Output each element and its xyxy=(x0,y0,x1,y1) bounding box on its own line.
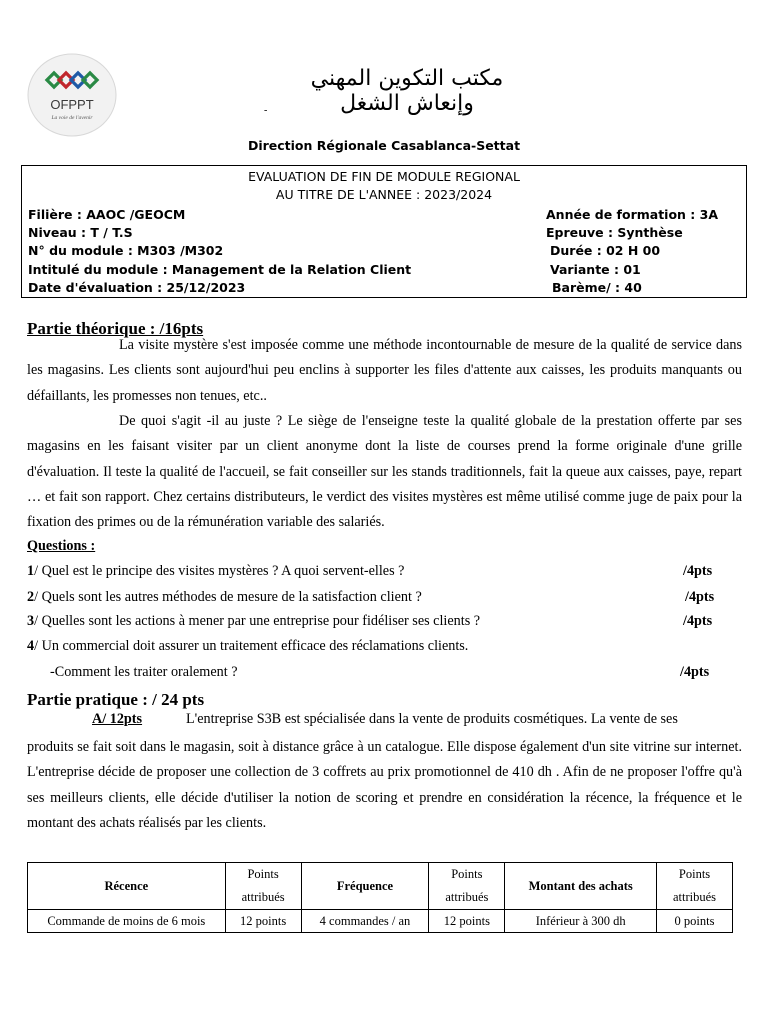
exam-title: EVALUATION DE FIN DE MODULE REGIONAL xyxy=(248,169,520,184)
module-number: N° du module : M303 /M302 xyxy=(28,243,224,258)
theory-paragraph-2: De quoi s'agit -il au juste ? Le siège de l'enseigne teste la qualité globale de la prestation offerte par ses magasins en les faisant visiter par un client anonyme dont la liste de courses prend la forme originale d'une grille d'évaluation. Il teste la qualité de l'accueil, se fait conseiller sur les stands traditionnels, fait la queue aux caisses, paye, repart … et fait son rapport. Chez certains distributeurs, le verdict des visites mystères est même utilisé comme juge de paix pour la fixation des primes ou de la rémunération variable des salariés. xyxy=(27,413,742,531)
table-row xyxy=(28,910,733,933)
cell-montant: Inférieur à 300 dh xyxy=(505,910,657,933)
niveau: Niveau : T / T.S xyxy=(28,225,133,240)
question-4: 4/ Un commercial doit assurer un traitement efficace des réclamations clients. xyxy=(27,638,469,654)
ofppt-logo xyxy=(27,53,117,137)
exam-year: AU TITRE DE L'ANNEE : 2023/2024 xyxy=(275,187,493,202)
cell-points-2: 12 points xyxy=(429,910,505,933)
header-points-2: Points attribués xyxy=(429,863,505,910)
svg-text:La voie de l'avenir: La voie de l'avenir xyxy=(51,115,93,121)
header-points-3: Points attribués xyxy=(657,863,733,910)
scoring-table xyxy=(27,862,733,933)
question-4-points: /4pts xyxy=(680,664,710,680)
table-header-row xyxy=(28,863,733,910)
question-2: 2/ Quels sont les autres méthodes de mesure de la satisfaction client ? xyxy=(27,589,422,605)
question-1: 1/ Quel est le principe des visites mystères ? A quoi servent-elles ? xyxy=(27,563,405,579)
ofppt-logo-icon xyxy=(27,53,117,137)
cell-recence: Commande de moins de 6 mois xyxy=(28,910,226,933)
module-title: Intitulé du module : Management de la Relation Client xyxy=(28,262,412,277)
duration: Durée : 02 H 00 xyxy=(550,243,661,258)
practice-section-a: A/ 12pts xyxy=(92,711,143,727)
regional-direction: Direction Régionale Casablanca-Settat xyxy=(247,138,521,153)
exam-info-box xyxy=(21,165,747,298)
question-1-points: /4pts xyxy=(683,563,713,579)
header-montant: Montant des achats xyxy=(505,863,657,910)
header-frequence: Fréquence xyxy=(301,863,429,910)
variant: Variante : 01 xyxy=(550,262,641,277)
evaluation-date: Date d'évaluation : 25/12/2023 xyxy=(28,280,246,295)
svg-text:OFPPT: OFPPT xyxy=(50,97,94,112)
cell-points-3: 0 points xyxy=(657,910,733,933)
question-4-sub: -Comment les traiter oralement ? xyxy=(50,664,238,680)
question-2-points: /4pts xyxy=(685,589,715,605)
cell-points-1: 12 points xyxy=(225,910,301,933)
cell-frequence: 4 commandes / an xyxy=(301,910,429,933)
exam-type: Epreuve : Synthèse xyxy=(546,225,683,240)
filiere: Filière : AAOC /GEOCM xyxy=(28,207,186,222)
practice-paragraph-first-line: L'entreprise S3B est spécialisée dans la vente de produits cosmétiques. La vente de ses xyxy=(186,711,678,727)
question-3-points: /4pts xyxy=(683,613,713,629)
practice-heading: Partie pratique : / 24 pts xyxy=(27,690,205,709)
theory-heading: Partie théorique : /16pts xyxy=(27,319,204,338)
question-3: 3/ Quelles sont les actions à mener par une entreprise pour fidéliser ses clients ? xyxy=(27,613,481,629)
scale: Barème/ : 40 xyxy=(552,280,642,295)
practice-paragraph: produits se fait soit dans le magasin, soit à distance grâce à un catalogue. Elle dispose également d'un site vitrine sur internet. L'entreprise décide de proposer une collection de 3 coffrets au prix promotionnel de 410 dh . Afin de ne proposer l'offre qu'à ses meilleurs clients, elle décide d'utiliser la notion de scoring et prendre en considération la récence, la fréquence et le montant des achats réalisés par les clients. xyxy=(27,739,742,831)
training-year: Année de formation : 3A xyxy=(546,207,719,222)
questions-heading: Questions : xyxy=(27,538,96,554)
header-points-1: Points attribués xyxy=(225,863,301,910)
theory-paragraph-1: La visite mystère s'est imposée comme une méthode incontournable de mesure de la qualité de service dans les magasins. Les clients sont aujourd'hui peu enclins à supporter les files d'attente aux caisses, les produits manquants ou défaillants, les promesses non tenues, etc.. xyxy=(27,337,742,404)
header-dash: - xyxy=(264,105,268,116)
institution-arabic-name: مكتب التكوين المهني وإنعاش الشغل xyxy=(310,66,504,116)
header-recence: Récence xyxy=(28,863,226,910)
